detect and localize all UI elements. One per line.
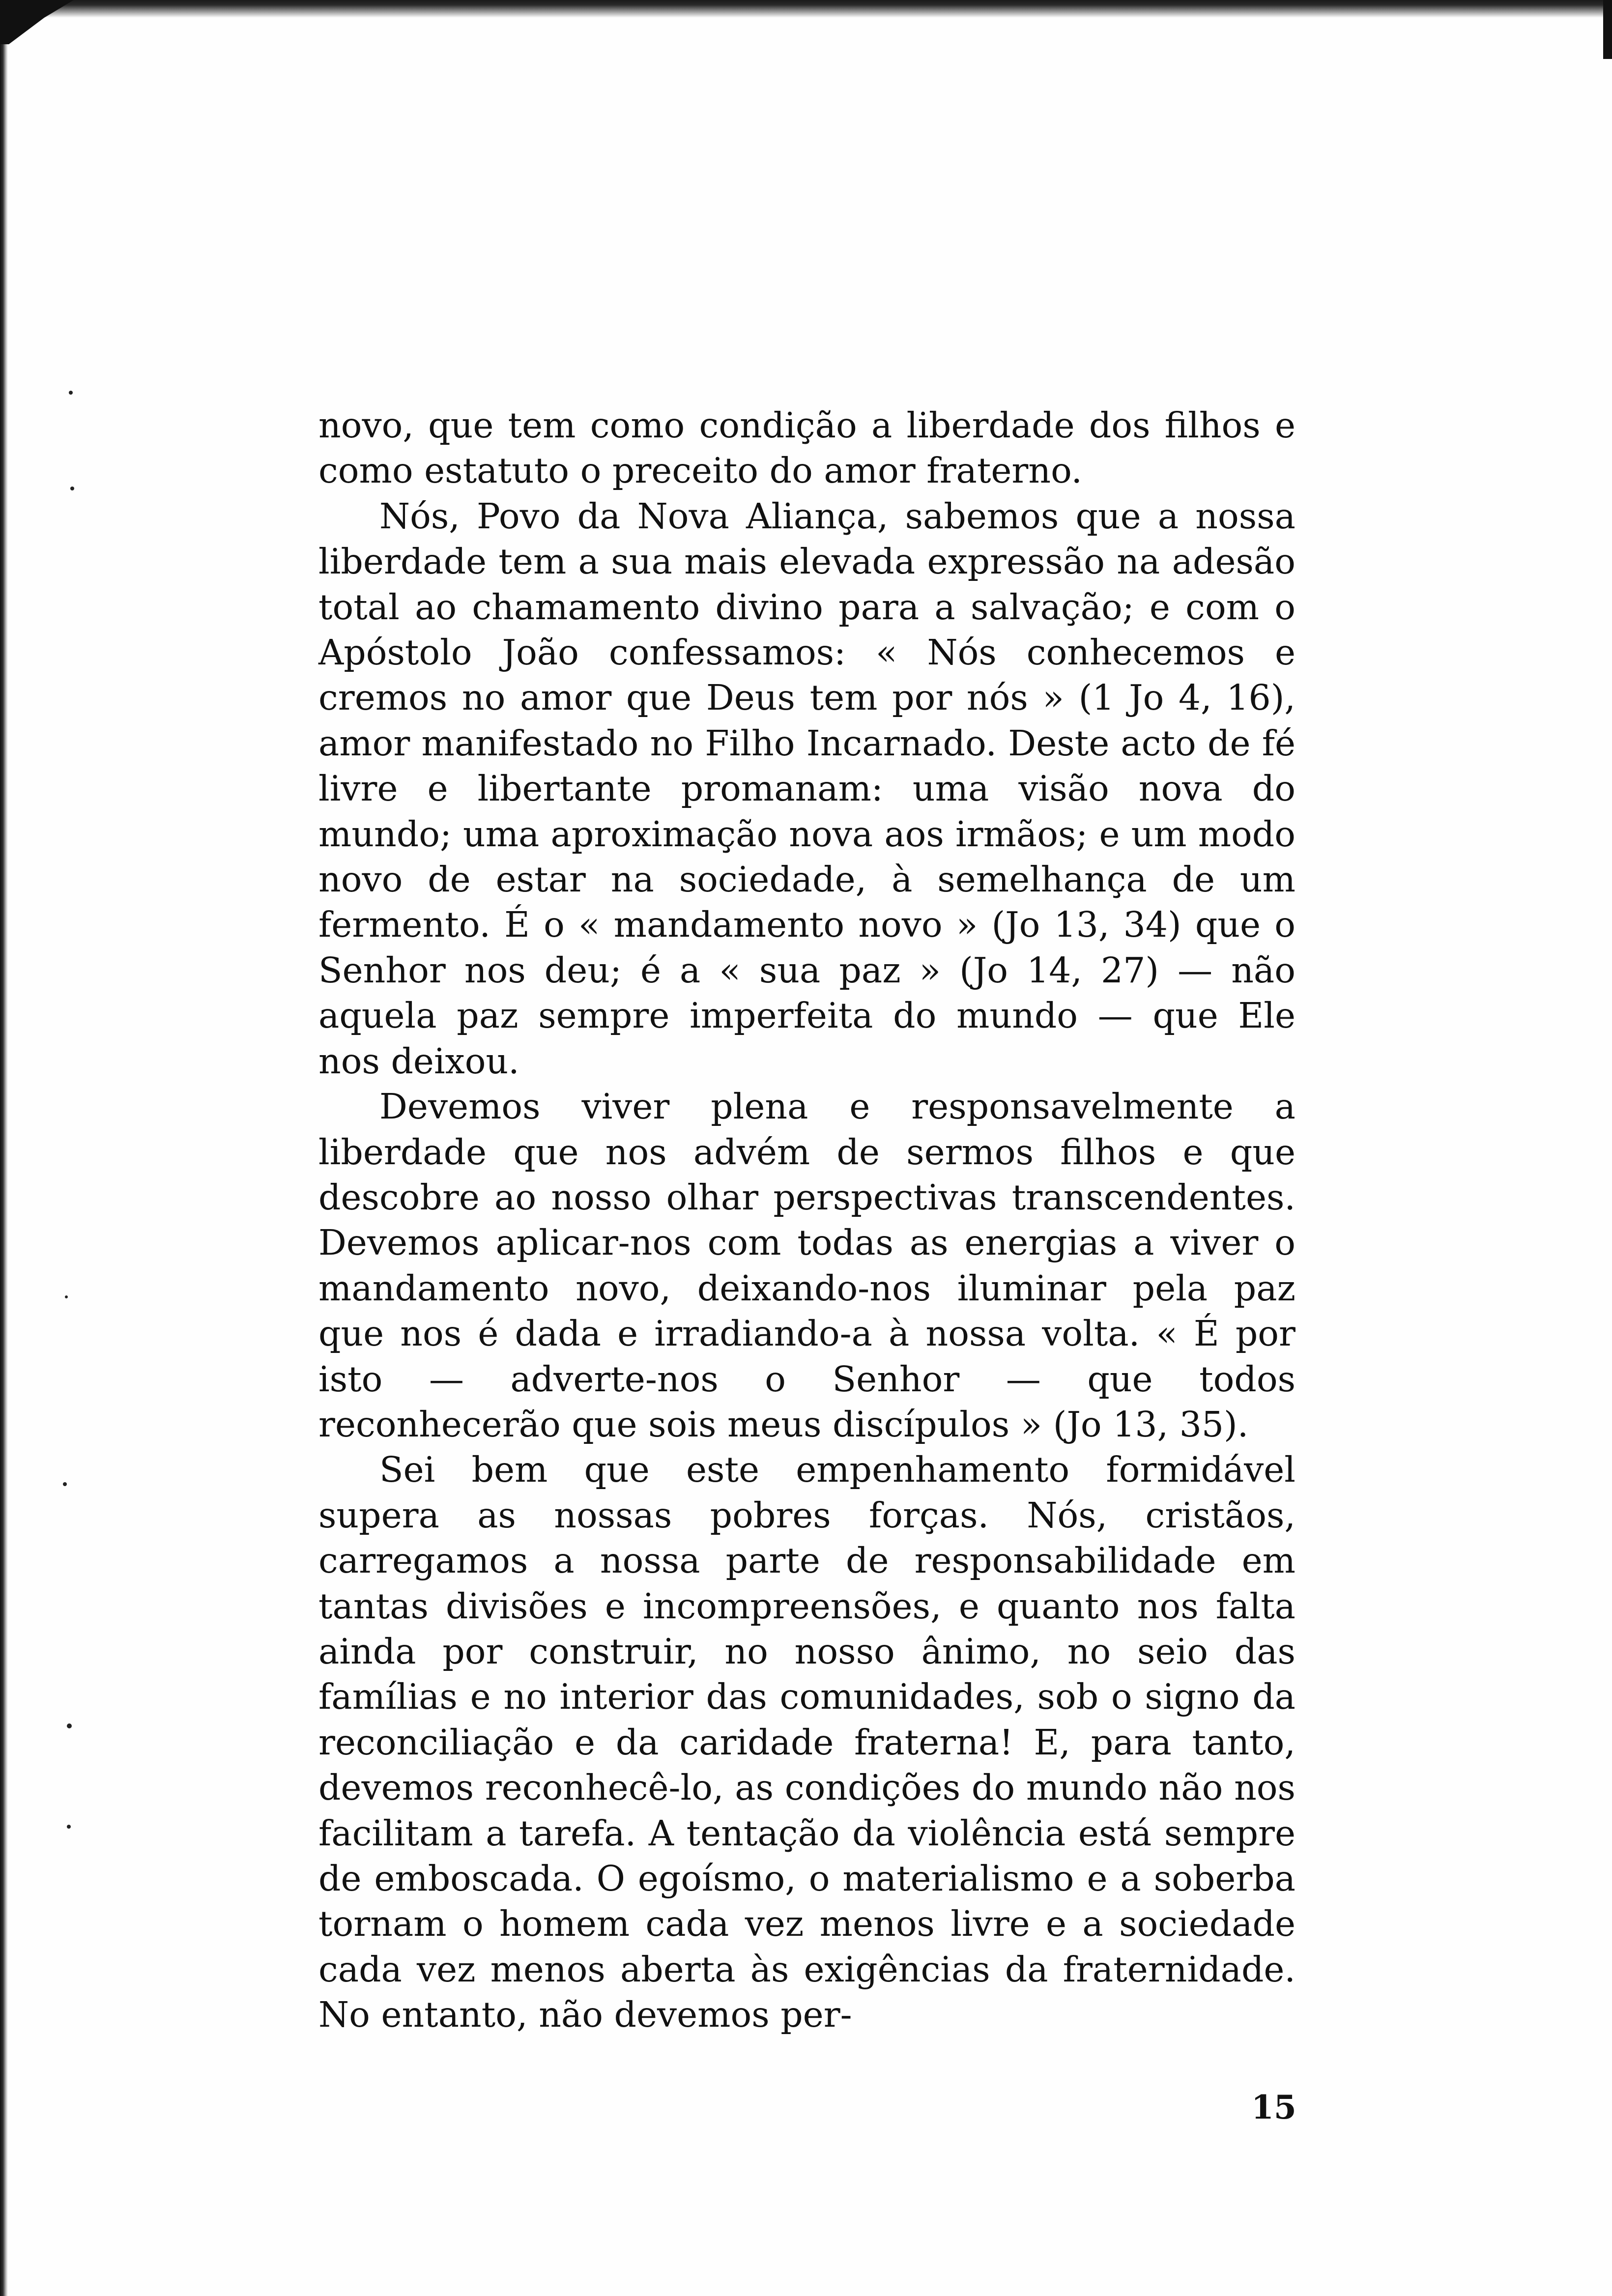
scan-top-right-edge (1603, 0, 1612, 59)
paragraph-3: Devemos viver plena e responsavelmente a liberdade que nos advém de sermos filhos e que descobre ao nosso olhar perspectivas transcendentes. Devemos aplicar-nos com todas as energias a viver o mandamento novo, deixando-nos iluminar pela paz que nos é dada e irradiando-a à nossa volta. « É por isto — adverte-nos o Senhor — que todos reconhecerão que sois meus discípulos » (Jo 13, 35). (318, 1086, 1295, 1445)
scan-corner-mark (0, 0, 74, 44)
scan-speck (70, 487, 74, 490)
page-number: 15 (1251, 2088, 1296, 2126)
paragraph-4: Sei bem que este empenhamento formidável supera as nossas pobres forças. Nós, cristãos, carregamos a nossa parte de responsabilidade em tantas divisões e incompreensões, e quanto nos falta ainda por construir, no nosso ânimo, no seio das famílias e no interior das comunidades, sob o signo da reconciliação e da caridade fraterna! E, para tanto, devemos reconhecê-lo, as condições do mundo não nos facilitam a tarefa. A tentação da violência está sempre de emboscada. O egoísmo, o materialismo e a soberba tornam o homem cada vez menos livre e a sociedade cada vez menos aberta às exigências da fraternidade. No entanto, não devemos per- (318, 1449, 1295, 2036)
scan-top-edge (0, 0, 1612, 18)
scan-left-edge (0, 0, 8, 2296)
scan-speck (67, 1723, 72, 1728)
scan-speck (63, 1482, 67, 1486)
scan-speck (65, 1295, 68, 1298)
scan-speck (69, 391, 73, 395)
scan-speck (67, 1825, 71, 1829)
paragraph-1: novo, que tem como condição a liberdade dos filhos e como estatuto o preceito do amor fraterno. (318, 405, 1295, 491)
body-text (318, 403, 1295, 2038)
paragraph-2: Nós, Povo da Nova Aliança, sabemos que a nossa liberdade tem a sua mais elevada expressão na adesão total ao chamamento divino para a salvação; e com o Apóstolo João confessamos: « Nós conhecemos e cremos no amor que Deus tem por nós » (1 Jo 4, 16), amor manifestado no Filho Incarnado. Deste acto de fé livre e libertante promanam: uma visão nova do mundo; uma aproximação nova aos irmãos; e um modo novo de estar na sociedade, à semelhança de um fermento. É o « mandamento novo » (Jo 13, 34) que o Senhor nos deu; é a « sua paz » (Jo 14, 27) — não aquela paz sempre imperfeita do mundo — que Ele nos deixou. (318, 495, 1295, 1082)
